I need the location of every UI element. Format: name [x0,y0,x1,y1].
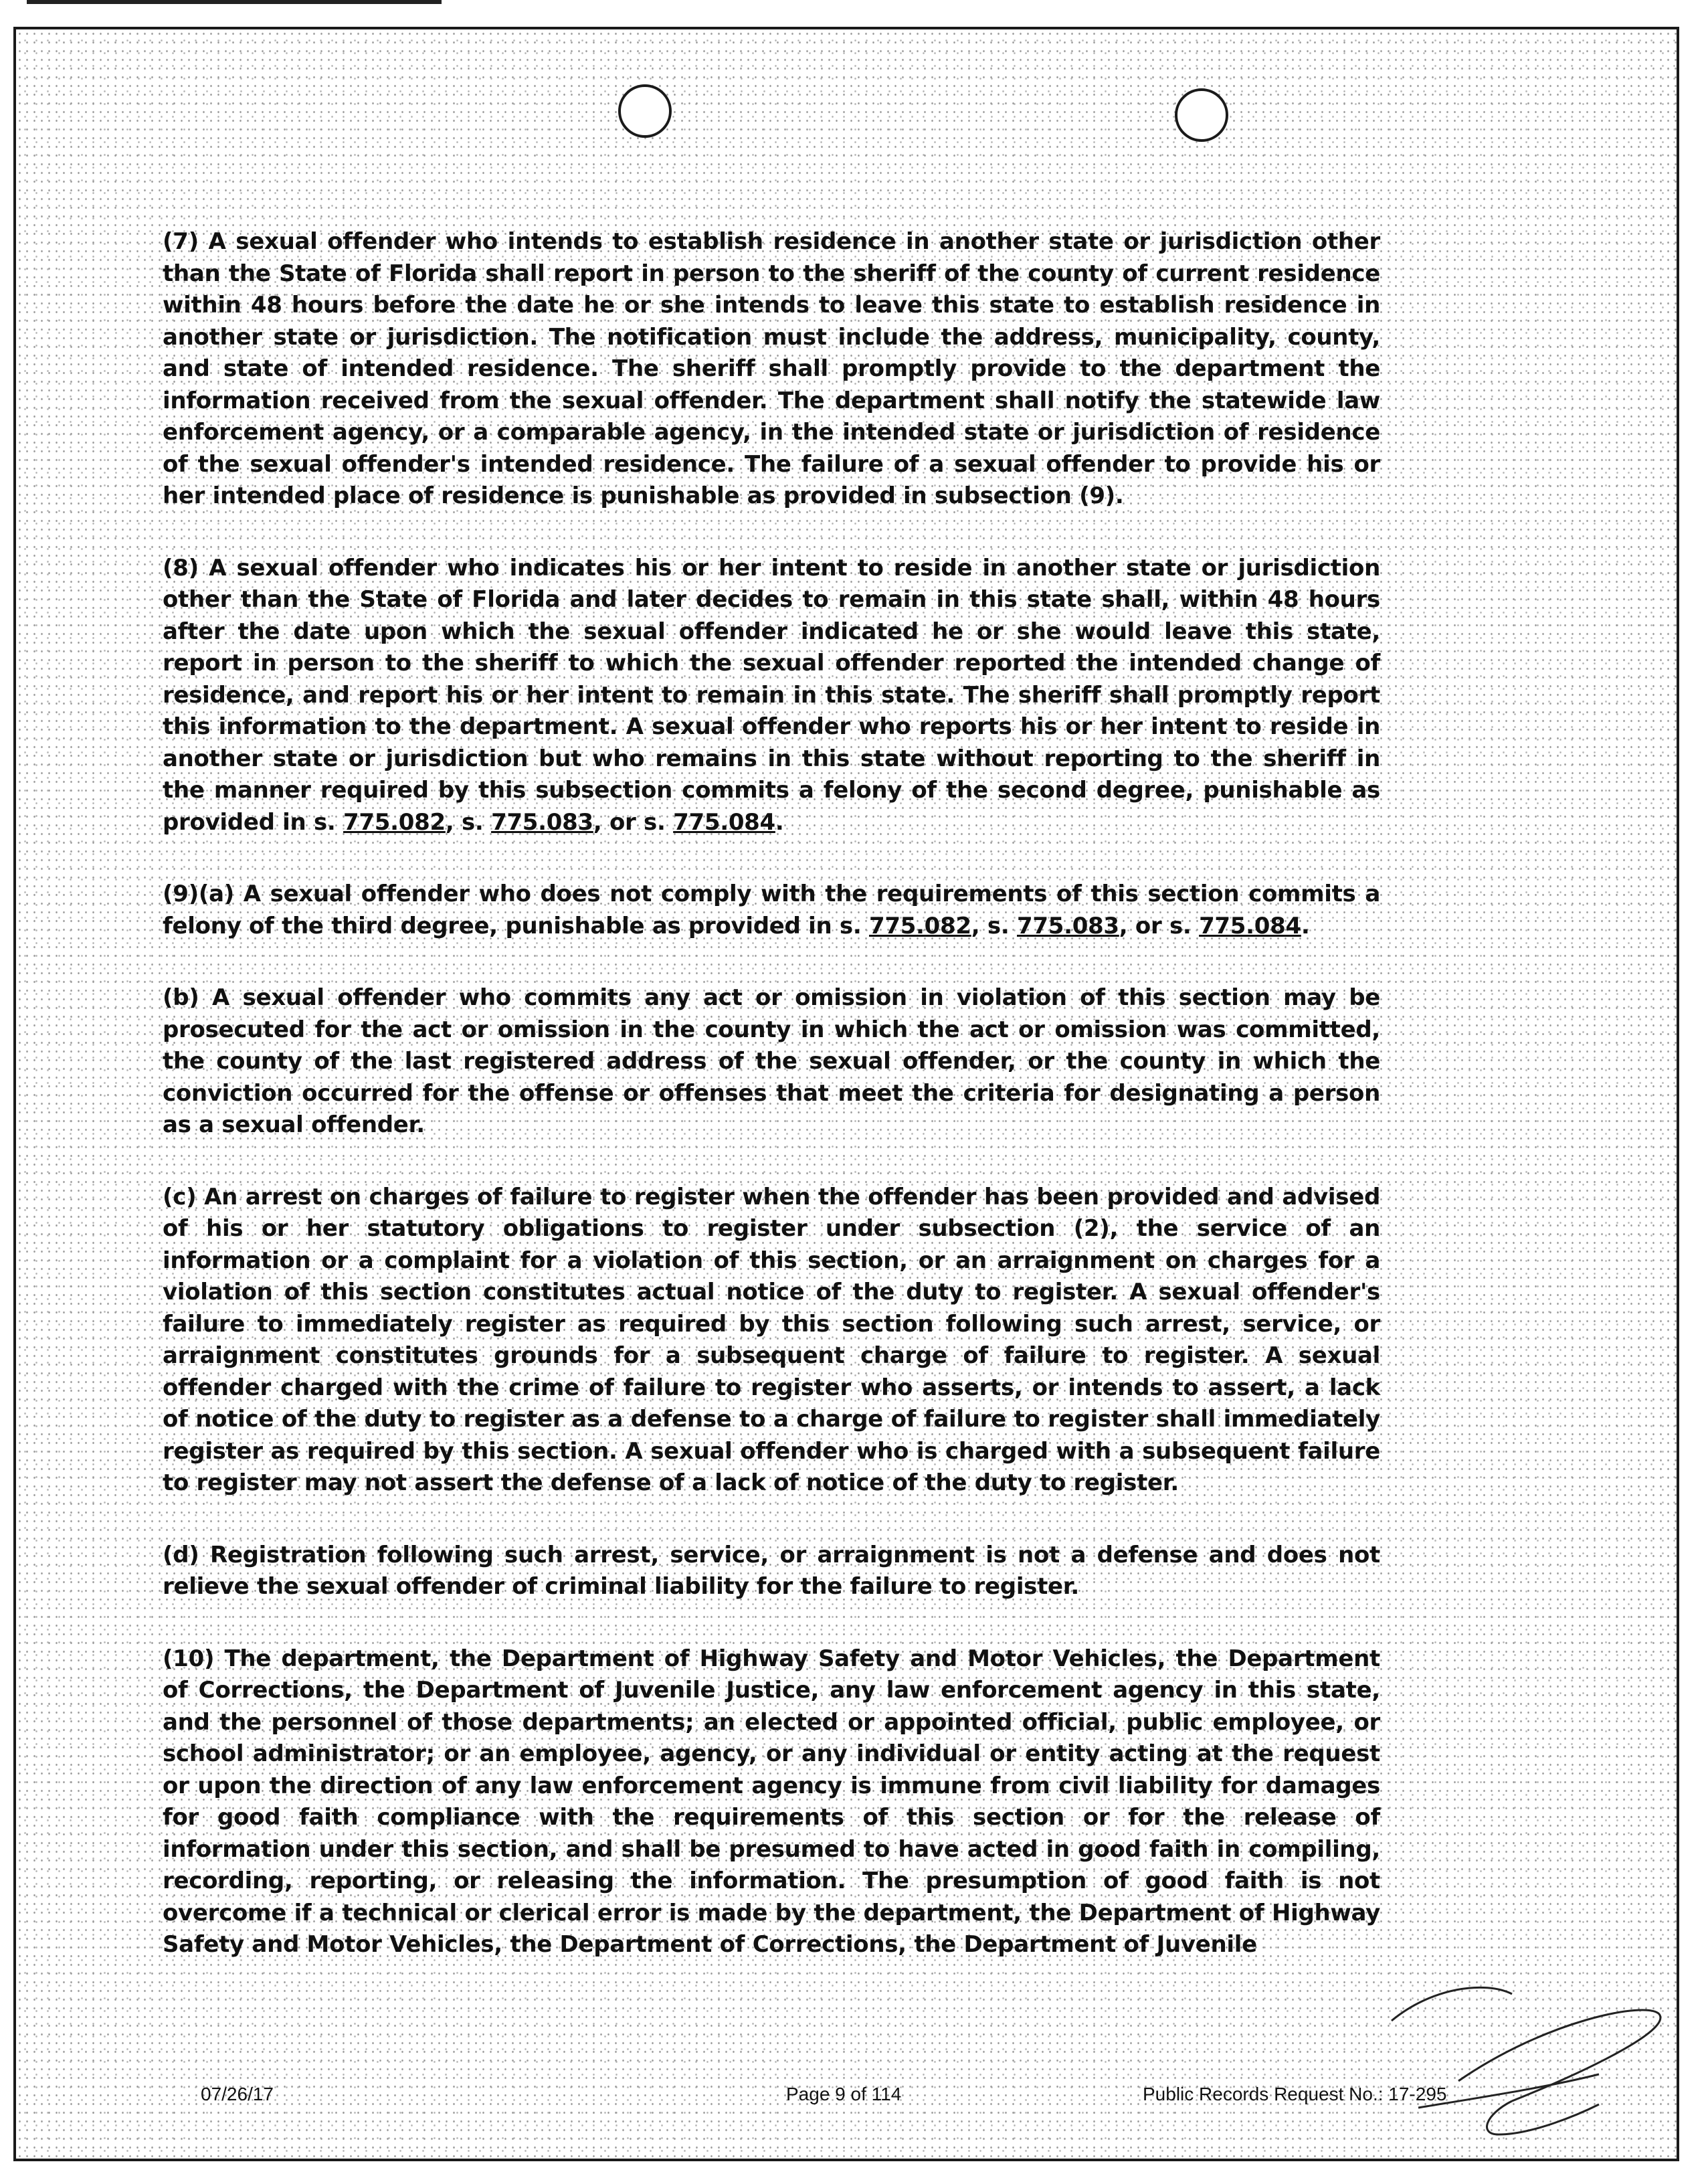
paragraph-p9c [163,1182,1380,1499]
paragraph-text: (10) The department, the Department of Highway Safety and Motor Vehicles, the Department of Corrections, the Department of Juvenile Justice, any law enforcement agency in this state, and the personnel of those departments; an elected or appointed official, public employee, or school administrator; or an employee, agency, or any individual or entity acting at the request or upon the direction of any law enforcement agency is immune from civil liability for damages for good faith compliance with the requirements of this section or for the release of information under this section, and shall be presumed to have acted in good faith in compiling, recording, reporting, or releasing the information. The presumption of good faith is not overcome if a technical or clerical error is made by the department, the Department of Highway Safety and Motor Vehicles, the Department of Corrections, the Department of Juvenile [163,1645,1380,1958]
handwritten-initials-mark [1378,1974,1673,2148]
paragraph-p7 [163,226,1380,513]
paragraph-text: (8) A sexual offender who indicates his or her intent to reside in another state or jurisdiction other than the State of Florida and later decides to remain in this state shall, within 48 hours after the date upon which the sexual offender indicated he or she would leave this state, report in person to the sheriff to which the sexual offender reported the intended change of residence, and report his or her intent to remain in this state. The sheriff shall promptly report this information to the department. A sexual offender who reports his or her intent to reside in another state or jurisdiction but who remains in this state without reporting to the sheriff in the manner required by this subsection commits a felony of the second degree, punishable as provided in s. [163,554,1380,836]
statute-reference-link[interactable]: 775.084 [673,808,775,836]
statute-reference-link[interactable]: 775.082 [343,808,446,836]
paragraph-p9a [163,879,1380,942]
paragraph-text: , or s. [593,808,674,836]
statute-reference-link[interactable]: 775.083 [1017,912,1119,939]
paragraph-text: (b) A sexual offender who commits any act or omission in violation of this section may be prosecuted for the act or omission in the county in which the act or omission was committed, the county of the last registered address of the sexual offender, or the county in which the conviction occurred for the offense or offenses that meet the criteria for designating a person as a sexual offender. [163,984,1380,1138]
paragraph-text: (9)(a) A sexual offender who does not comply with the requirements of this section commits a felony of the third degree, punishable as provided in s. [163,881,1380,939]
footer-page-number: Page 9 of 114 [786,2084,902,2104]
paragraph-text: . [775,808,784,836]
statute-reference-link[interactable]: 775.084 [1199,912,1301,939]
paragraph-text: . [1301,912,1310,939]
footer-date: 07/26/17 [201,2084,274,2104]
paragraph-text: (7) A sexual offender who intends to establish residence in another state or jurisdiction other than the State of Florida shall report in person to the sheriff of the county of current residence within 48 hours before the date he or she intends to leave this state to establish residence in another state or jurisdiction. The notification must include the address, municipality, county, and state of intended residence. The sheriff shall promptly provide to the department the information received from the sexual offender. The department shall notify the statewide law enforcement agency, or a comparable agency, in the intended state or jurisdiction of residence of the sexual offender's intended residence. The failure of a sexual offender to provide his or her intended place of residence is punishable as provided in subsection (9). [163,228,1380,509]
paragraph-p8 [163,553,1380,839]
statute-reference-link[interactable]: 775.083 [491,808,593,836]
paragraph-text: , s. [445,808,492,836]
punch-hole-left [618,84,672,138]
punch-hole-right [1175,88,1228,142]
paragraph-p10 [163,1643,1380,1961]
footer-public-records-request: Public Records Request No.: 17-295 [1143,2084,1447,2104]
top-edge-mark [27,0,442,4]
paragraph-text: , or s. [1119,912,1200,939]
paragraph-p9b [163,982,1380,1142]
paragraph-text: , s. [971,912,1017,939]
paragraph-text: (d) Registration following such arrest, service, or arraignment is not a defense and does not relieve the sexual offender of criminal liability for the failure to register. [163,1541,1380,1600]
paragraph-p9d [163,1540,1380,1603]
statute-text-body [163,226,1380,2001]
statute-reference-link[interactable]: 775.082 [868,912,971,939]
paragraph-text: (c) An arrest on charges of failure to register when the offender has been provided and advised of his or her statutory obligations to register under subsection (2), the service of an information or a complaint for a violation of this section, or an arraignment on charges for a violation of this section constitutes actual notice of the duty to register. A sexual offender's failure to immediately register as required by this section following such arrest, service, or arraignment constitutes grounds for a subsequent charge of failure to register. A sexual offender charged with the crime of failure to register who asserts, or intends to assert, a lack of notice of the duty to register as a defense to a charge of failure to register shall immediately register as required by this section. A sexual offender who is charged with a subsequent failure to register may not assert the defense of a lack of notice of the duty to register. [163,1183,1380,1496]
